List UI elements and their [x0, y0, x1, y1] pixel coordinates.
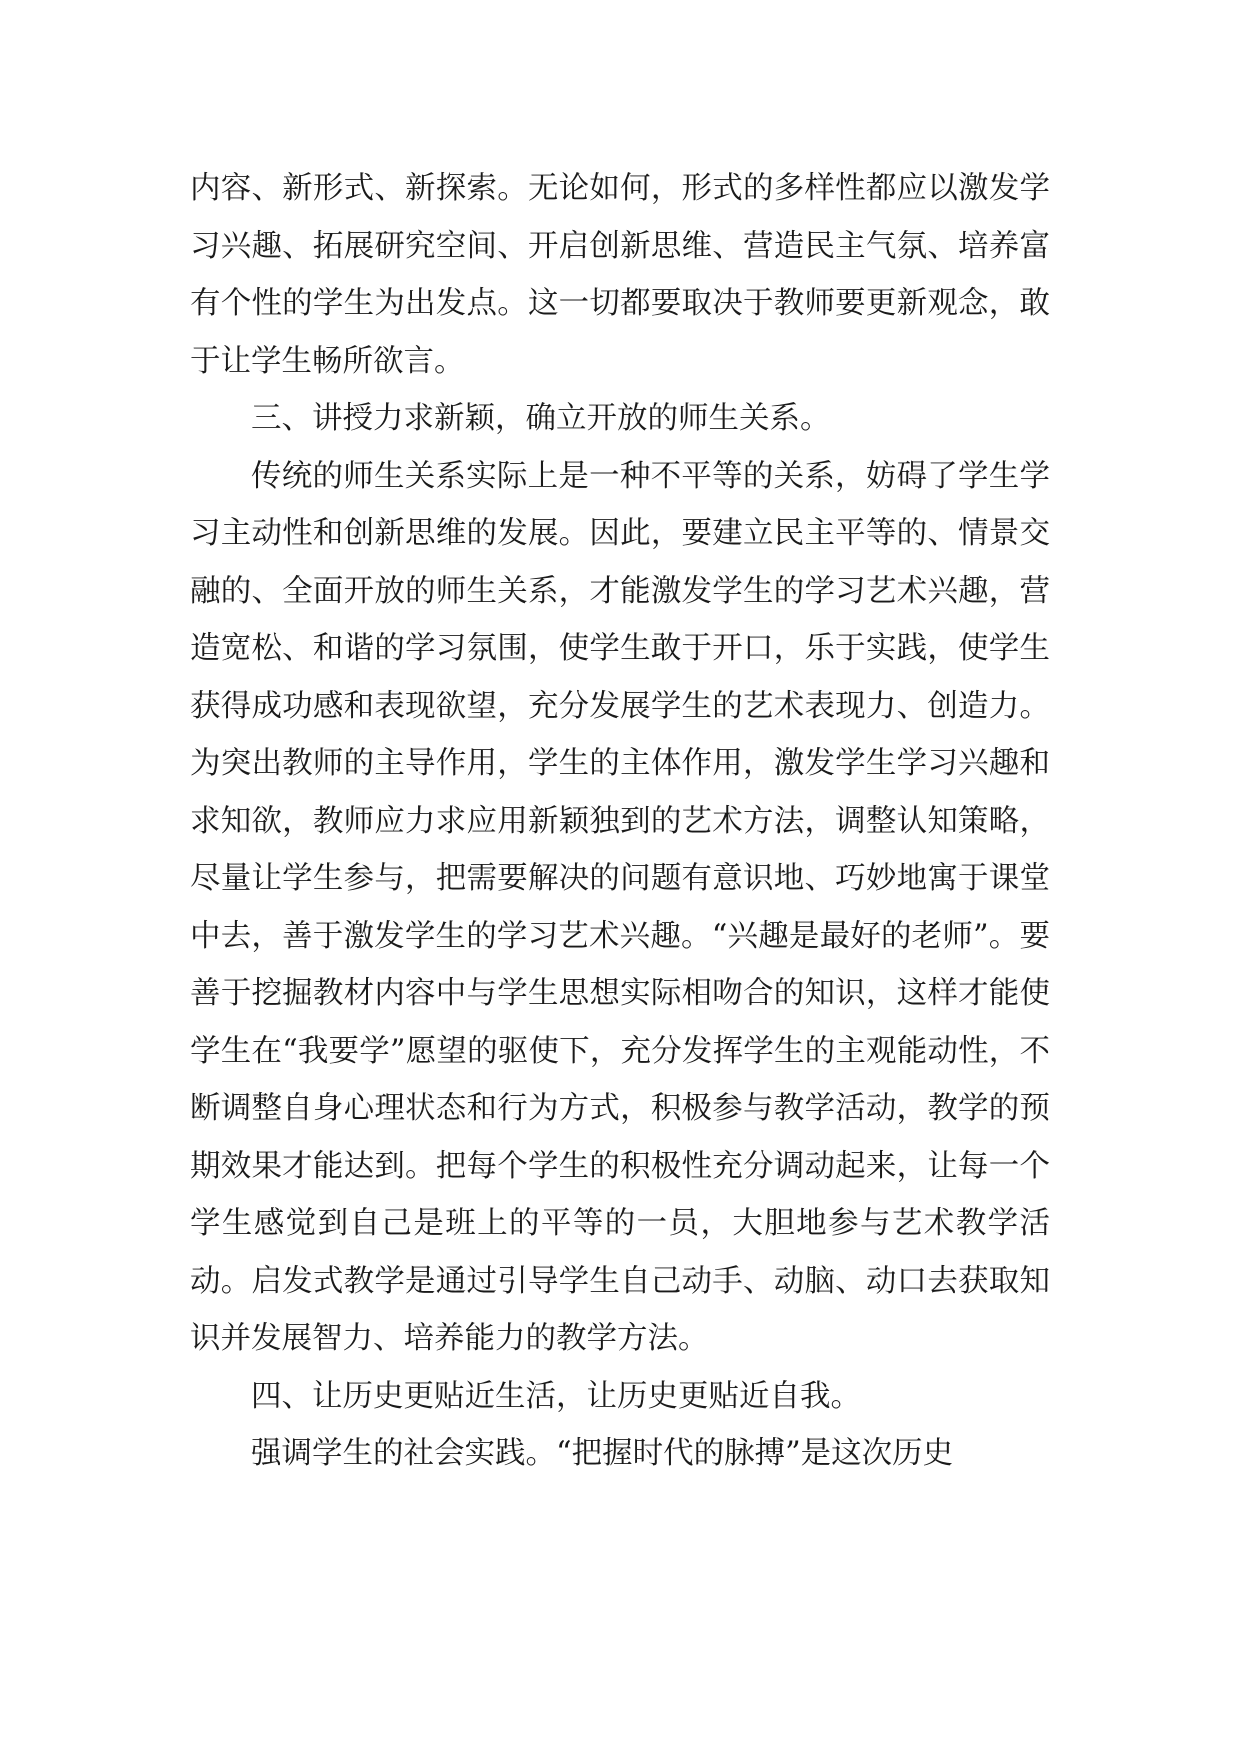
document-body: [190, 160, 1050, 1483]
paragraph-section-4-body: 强调学生的社会实践。“把握时代的脉搏”是这次历史: [251, 1436, 954, 1471]
section-heading-3: 三、讲授力求新颖，确立开放的师生关系。: [251, 401, 831, 436]
paragraph-section-3-body: 传统的师生关系实际上是一种不平等的关系，妨碍了学生学习主动性和创新思维的发展。因此，要建立民主平等的、情景交融的、全面开放的师生关系，才能激发学生的学习艺术兴趣，营造宽松、和谐的学习氛围，使学生敢于开口，乐于实践，使学生获得成功感和表现欲望，充分发展学生的艺术表现力、创造力。为突出教师的主导作用，学生的主体作用，激发学生学习兴趣和求知欲，教师应力求应用新颖独到的艺术方法，调整认知策略，尽量让学生参与，把需要解决的问题有意识地、巧妙地寓于课堂中去，善于激发学生的学习艺术兴趣。“兴趣是最好的老师”。要善于挖掘教材内容中与学生思想实际相吻合的知识，这样才能使学生在“我要学”愿望的驱使下，充分发挥学生的主观能动性，不断调整自身心理状态和行为方式，积极参与教学活动，教学的预期效果才能达到。把每个学生的积极性充分调动起来，让每一个学生感觉到自己是班上的平等的一员，大胆地参与艺术教学活动。启发式教学是通过引导学生自己动手、动脑、动口去获取知识并发展智力、培养能力的教学方法。: [190, 458, 1050, 1356]
paragraph-continuation: 内容、新形式、新探索。无论如何，形式的多样性都应以激发学习兴趣、拓展研究空间、开启创新思维、营造民主气氛、培养富有个性的学生为出发点。这一切都要取决于教师要更新观念，敢于让学生畅所欲言。: [190, 171, 1050, 379]
section-heading-4: 四、让历史更贴近生活，让历史更贴近自我。: [251, 1378, 861, 1414]
